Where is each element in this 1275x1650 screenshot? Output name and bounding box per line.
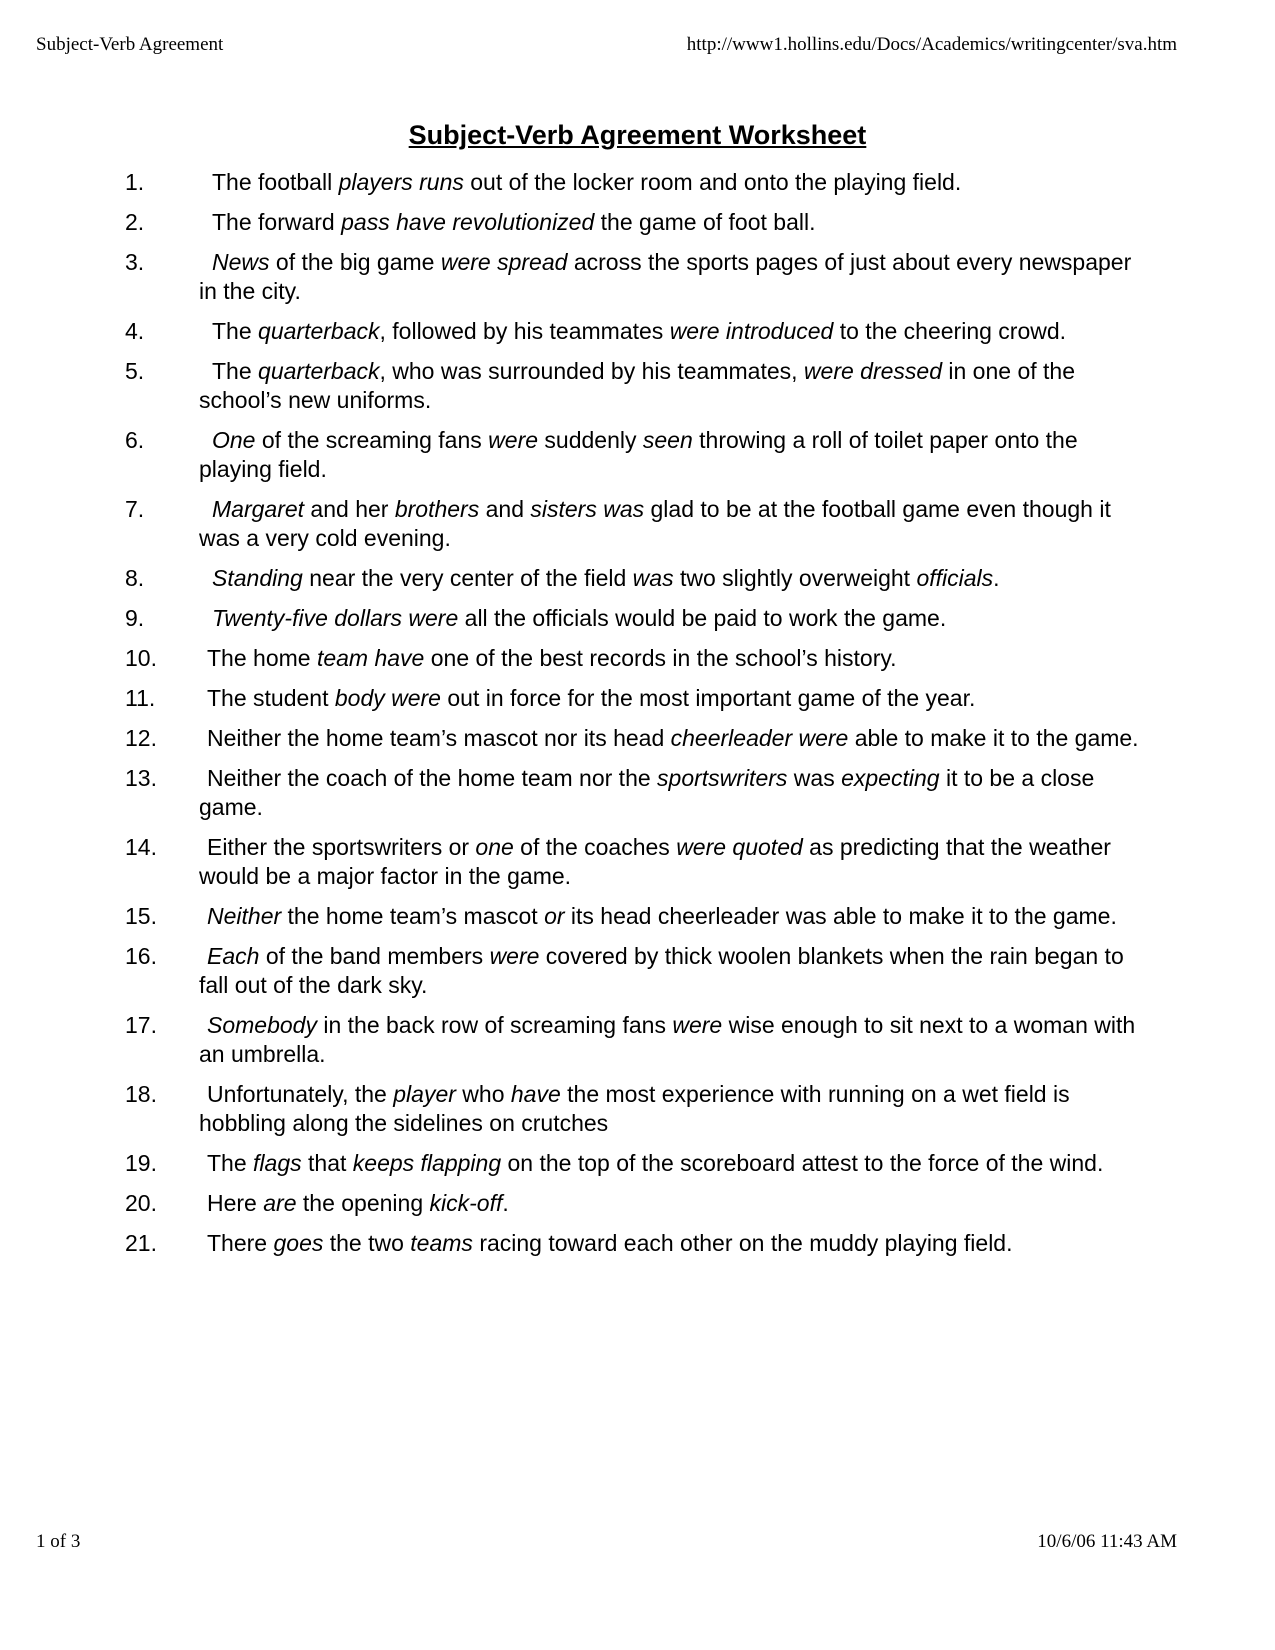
italic-segment: cheerleader were [670,725,849,751]
question-item [0,317,1275,346]
text-segment: The home [207,645,317,671]
question-item [0,357,1275,415]
italic-segment: teams [410,1230,473,1256]
text-segment: and her [304,496,395,522]
question-item [0,495,1275,553]
question-text [199,357,1144,415]
question-item [0,644,1275,673]
italic-segment: Standing [212,565,303,591]
italic-segment: were dressed [803,358,942,384]
question-text [199,724,1144,753]
italic-segment: have [510,1081,561,1107]
text-segment: racing toward each other on the muddy playing field. [472,1230,1013,1256]
question-list [0,168,1275,1269]
question-item [0,833,1275,891]
page-header [36,34,1177,56]
question-text [199,168,1144,197]
question-number: 17. [125,1012,157,1038]
question-item [0,1080,1275,1138]
text-segment: The [207,1150,254,1176]
text-segment: The [212,358,259,384]
question-text [199,1080,1144,1138]
italic-segment: players runs [338,169,464,195]
text-segment: wise enough to sit next to a woman with an umbrella. [199,1012,1136,1067]
question-text [199,564,1144,593]
question-number: 1. [125,169,145,195]
question-number: 4. [125,318,145,344]
italic-segment: goes [273,1230,324,1256]
italic-segment: sportswriters [657,765,788,791]
italic-segment: One [212,427,256,453]
question-text [199,1189,1144,1218]
text-segment: of the big game [269,249,441,275]
text-segment: The student [207,685,335,711]
question-text [199,1011,1144,1069]
text-segment: throwing a roll of toilet paper onto the playing field. [199,427,1078,482]
question-text [199,248,1144,306]
text-segment: suddenly [538,427,643,453]
italic-segment: were [488,427,539,453]
question-number: 16. [125,943,157,969]
question-number: 15. [125,903,157,929]
italic-segment: flags [253,1150,302,1176]
text-segment: of the coaches [513,834,677,860]
text-segment: its head cheerleader was able to make it to the game. [564,903,1117,929]
text-segment: glad to be at the football game even though it was a very cold evening. [199,496,1111,551]
italic-segment: team have [316,645,425,671]
header-url: http://www1.hollins.edu/Docs/Academics/writingcenter/sva.htm [686,34,1177,55]
text-segment: and [479,496,531,522]
question-number: 6. [125,427,145,453]
text-segment: it to be a close game. [199,765,1095,820]
text-segment: Neither the coach of the home team nor the [207,765,658,791]
text-segment: out in force for the most important game of the year. [440,685,976,711]
italic-segment: Twenty-five dollars were [212,605,459,631]
text-segment: that [301,1150,353,1176]
question-number: 5. [125,358,145,384]
italic-segment: are [263,1190,297,1216]
question-number: 12. [125,725,157,751]
italic-segment: kick-off [429,1190,503,1216]
text-segment: the home team’s mascot [281,903,545,929]
question-number: 21. [125,1230,157,1256]
italic-segment: Margaret [212,496,305,522]
text-segment: one of the best records in the school’s history. [424,645,897,671]
question-item [0,724,1275,753]
question-item [0,604,1275,633]
italic-segment: officials [916,565,994,591]
text-segment: The [212,318,259,344]
text-segment: who [455,1081,511,1107]
question-number: 11. [125,685,156,711]
question-item [0,1229,1275,1258]
italic-segment: News [212,249,270,275]
page-footer [36,1531,1177,1553]
italic-segment: were introduced [669,318,834,344]
text-segment: . [502,1190,509,1216]
question-item [0,1189,1275,1218]
text-segment: the two [323,1230,411,1256]
worksheet-title: Subject-Verb Agreement Worksheet [408,120,867,150]
question-item [0,564,1275,593]
italic-segment: were quoted [676,834,803,860]
question-text [199,426,1144,484]
italic-segment: expecting [841,765,940,791]
question-item [0,1011,1275,1069]
text-segment: two slightly overweight [673,565,917,591]
question-text [199,604,1144,633]
text-segment: to the cheering crowd. [833,318,1067,344]
italic-segment: Somebody [207,1012,317,1038]
italic-segment: Each [207,943,260,969]
question-number: 3. [125,249,145,275]
italic-segment: sisters was [530,496,645,522]
question-item [0,684,1275,713]
text-segment: , who was surrounded by his teammates, [379,358,804,384]
question-item [0,942,1275,1000]
text-segment: Unfortunately, the [207,1081,394,1107]
text-segment: in the back row of screaming fans [316,1012,673,1038]
question-item [0,248,1275,306]
text-segment: near the very center of the field [302,565,633,591]
question-text [199,208,1144,237]
question-item [0,426,1275,484]
question-text [199,684,1144,713]
question-number: 9. [125,605,145,631]
question-text [199,1149,1144,1178]
question-text [199,495,1144,553]
question-item [0,208,1275,237]
italic-segment: quarterback [258,318,380,344]
italic-segment: body were [334,685,441,711]
text-segment: . [993,565,1000,591]
italic-segment: seen [642,427,693,453]
italic-segment: brothers [394,496,480,522]
header-title: Subject-Verb Agreement [36,34,224,55]
italic-segment: pass have revolutionized [341,209,595,235]
question-number: 20. [125,1190,157,1216]
text-segment: all the officials would be paid to work the game. [458,605,947,631]
text-segment: The football [212,169,339,195]
question-number: 19. [125,1150,157,1176]
question-number: 14. [125,834,157,860]
text-segment: covered by thick woolen blankets when the rain began to fall out of the dark sky. [199,943,1124,998]
text-segment: Neither the home team’s mascot nor its head [207,725,671,751]
question-number: 18. [125,1081,157,1107]
page-number: 1 of 3 [36,1531,81,1552]
question-number: 7. [125,496,145,522]
text-segment: Either the sportswriters or [207,834,476,860]
question-text [199,833,1144,891]
text-segment: was [787,765,842,791]
question-text [199,317,1144,346]
text-segment: Here [207,1190,264,1216]
text-segment: of the screaming fans [255,427,489,453]
italic-segment: player [393,1081,456,1107]
question-item [0,764,1275,822]
text-segment: in one of the school’s new uniforms. [199,358,1075,413]
italic-segment: were [489,943,540,969]
text-segment: across the sports pages of just about every newspaper in the city. [199,249,1132,304]
italic-segment: was [632,565,674,591]
text-segment: the most experience with running on a wet field is hobbling along the sidelines on crutches [199,1081,1070,1136]
italic-segment: were spread [440,249,568,275]
italic-segment: or [544,903,565,929]
question-number: 2. [125,209,145,235]
print-datetime: 10/6/06 11:43 AM [1037,1531,1177,1552]
text-segment: able to make it to the game. [848,725,1139,751]
text-segment: the game of foot ball. [594,209,816,235]
italic-segment: were [672,1012,723,1038]
text-segment: the opening [296,1190,430,1216]
text-segment: as predicting that the weather would be a major factor in the game. [199,834,1111,889]
italic-segment: one [475,834,514,860]
text-segment: out of the locker room and onto the playing field. [463,169,962,195]
text-segment: There [207,1230,274,1256]
text-segment: of the band members [259,943,490,969]
question-item [0,168,1275,197]
text-segment: on the top of the scoreboard attest to the force of the wind. [501,1150,1104,1176]
question-number: 13. [125,765,157,791]
italic-segment: quarterback [258,358,380,384]
question-item [0,902,1275,931]
question-text [199,644,1144,673]
question-text [199,764,1144,822]
italic-segment: keeps flapping [352,1150,502,1176]
question-number: 10. [125,645,157,671]
text-segment: , followed by his teammates [379,318,670,344]
question-item [0,1149,1275,1178]
italic-segment: Neither [207,903,282,929]
question-text [199,1229,1144,1258]
question-text [199,902,1144,931]
question-number: 8. [125,565,145,591]
question-text [199,942,1144,1000]
text-segment: The forward [212,209,342,235]
